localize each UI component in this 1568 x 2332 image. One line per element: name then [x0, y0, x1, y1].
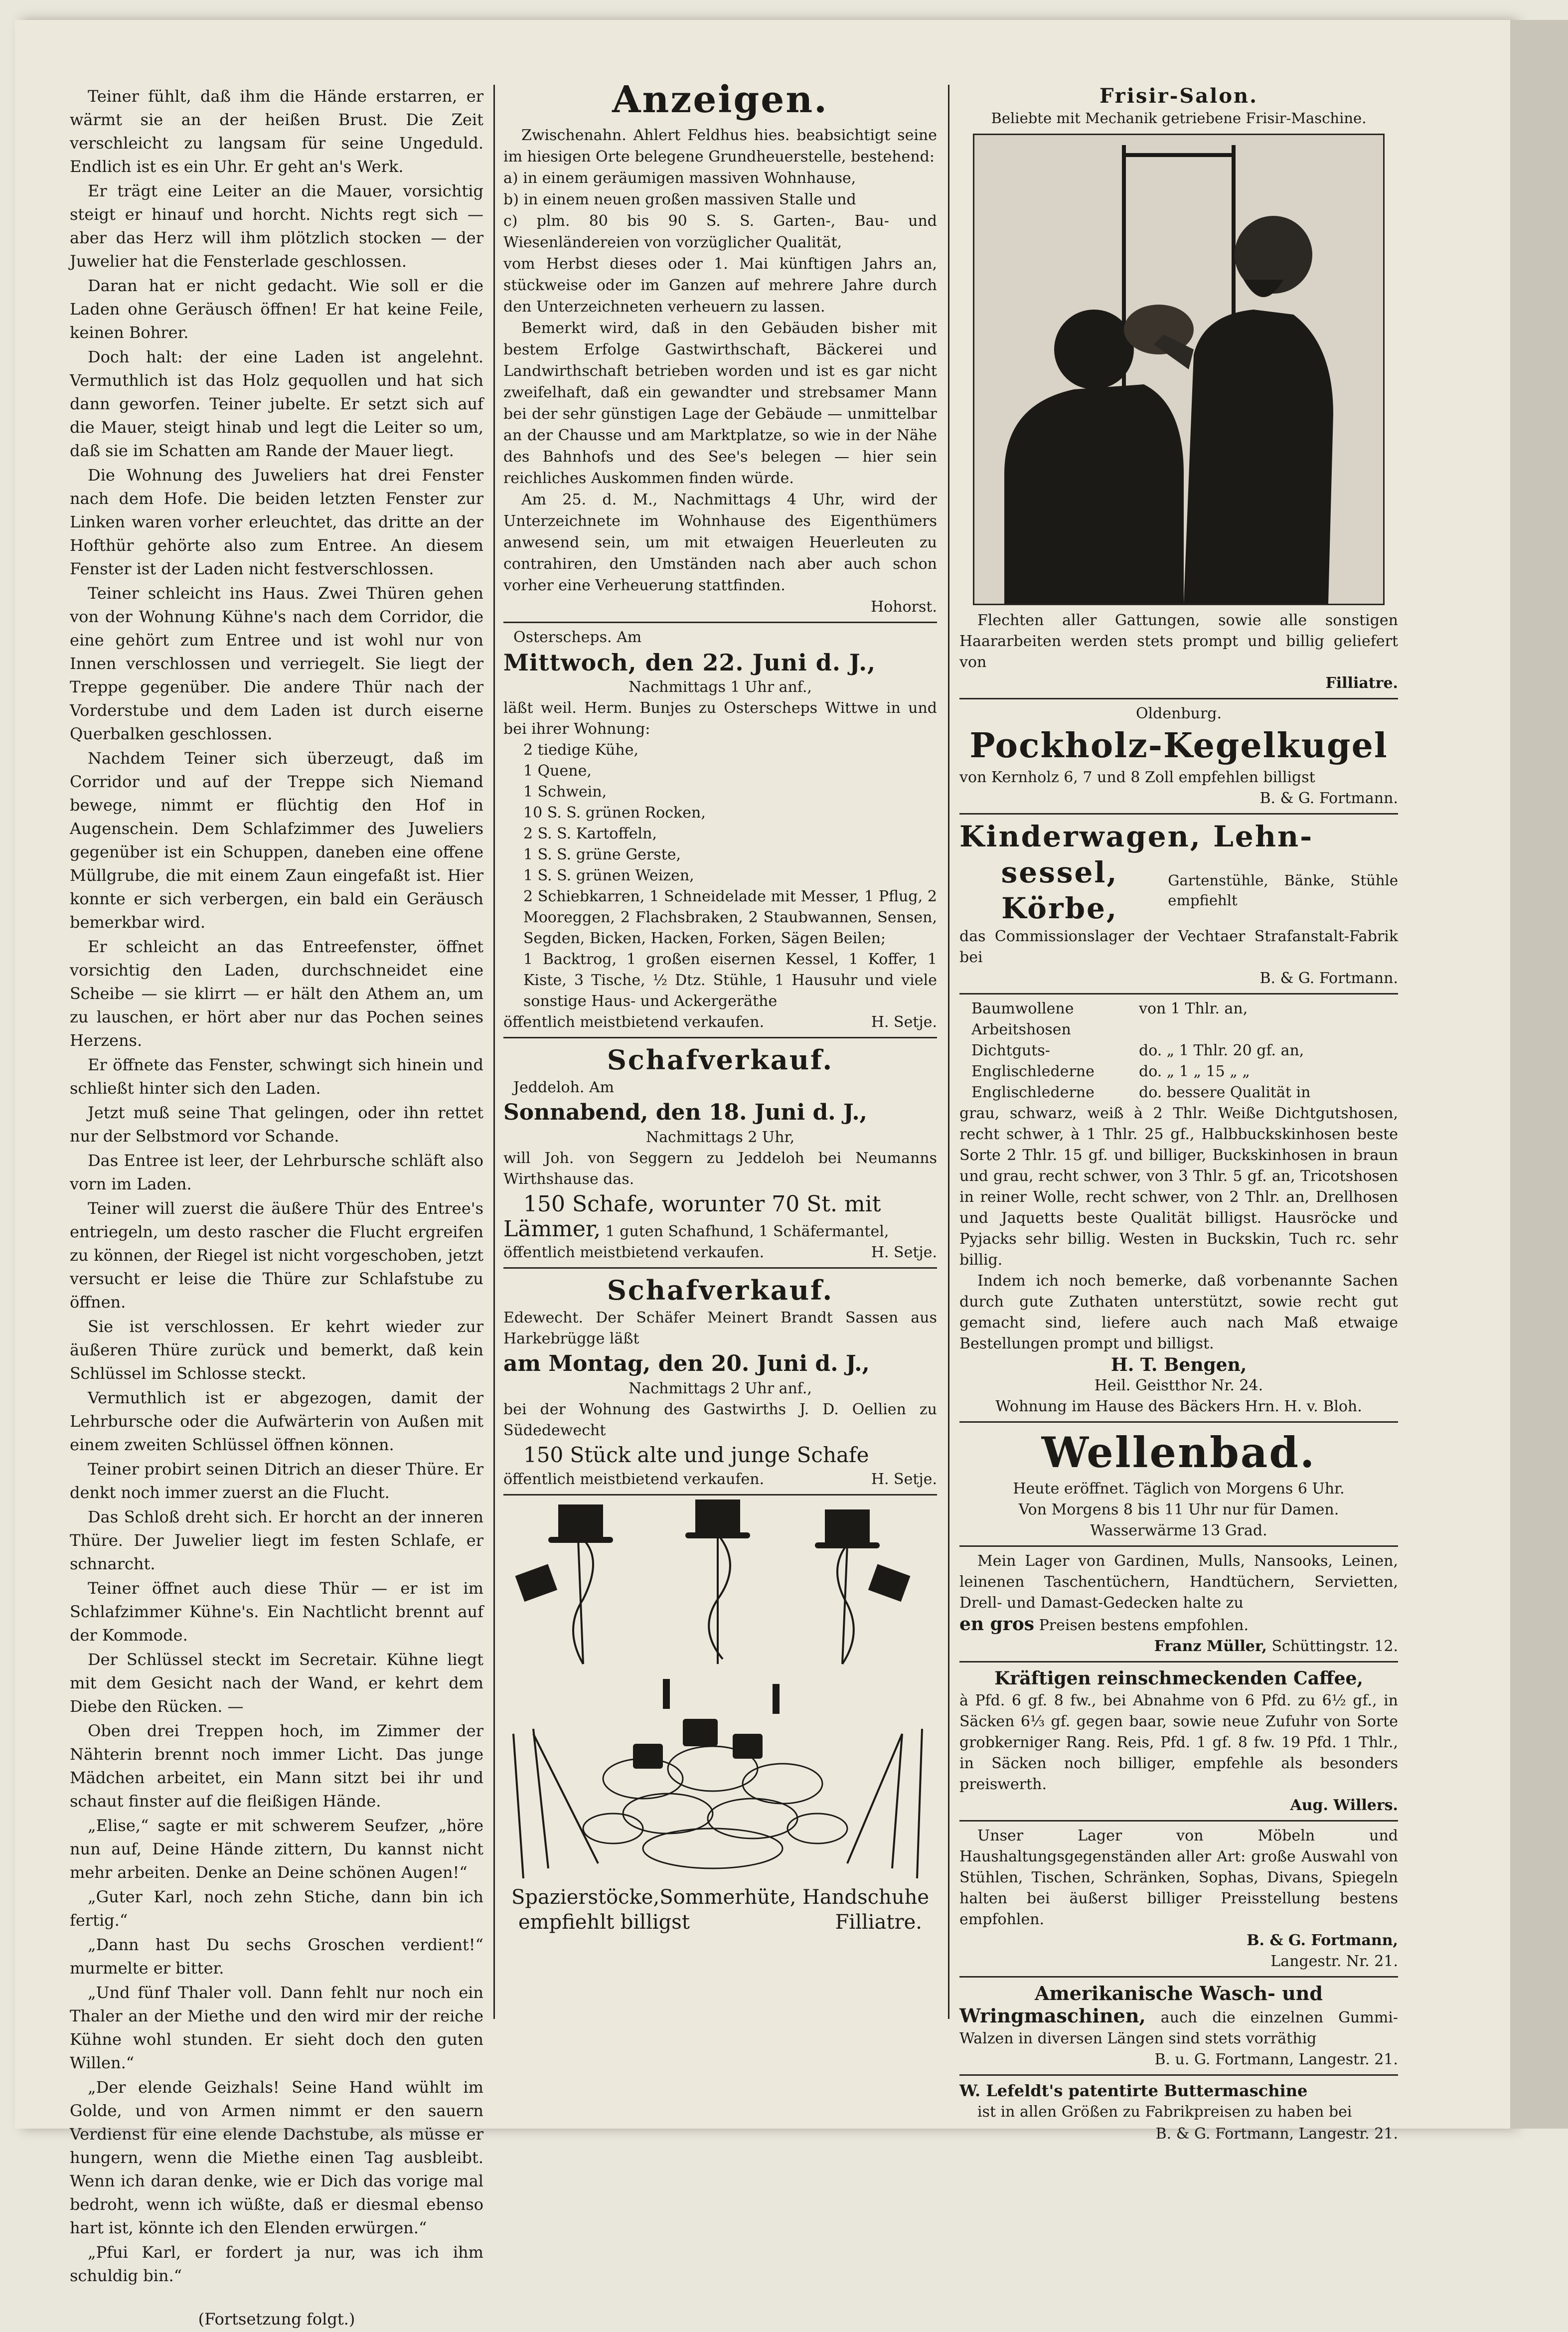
ad-kinderwagen: [959, 819, 1398, 995]
price-row-price: do. „ 1 Thlr. 20 gf. an,: [1139, 1042, 1304, 1059]
ad-text: Preisen bestens empfohlen.: [1039, 1617, 1249, 1634]
price-row-item: Englischlederne: [971, 1063, 1095, 1080]
ad-text: Unser Lager von Möbeln und Haushaltungsgegenständen aller Art: große Auswahl von Stühlen, Tischen, Schränken, Sophas, Divans, Spiegeln halten bei äußerst billiger Preisstellung bestens empfohlen.: [959, 1827, 1398, 1928]
ad-date: Mittwoch, den 22. Juni d. J.,: [503, 649, 876, 676]
story-paragraph: Teiner probirt seinen Ditrich an dieser Thüre. Er denkt noch immer zuerst an die Flucht.: [70, 1460, 483, 1502]
ad-closing-text: öffentlich meistbietend verkaufen.: [503, 1013, 765, 1031]
story-paragraph: Nachdem Teiner sich überzeugt, daß im Corridor und auf der Treppe sich Niemand bewege, nimmt er flüchtig den Hof in Augenschein. Dem Schlafzimmer des Juweliers gegenüber ist ein Schuppen, daneben eine offene Müllgrube, die mit einem Zaun eingefaßt ist. Hier konnte er sich verbergen, ein bald ein Geräusch bemerkbar wird.: [70, 749, 483, 932]
auction-item: 1 Quene,: [523, 762, 592, 780]
ad-emphasis: en gros: [959, 1614, 1035, 1635]
ad-auction-osterscheps: [503, 627, 937, 1038]
ad-text: Gartenstühle, Bänke, Stühle empfiehlt: [1168, 872, 1398, 909]
story-paragraph: Er trägt eine Leiter an die Mauer, vorsichtig steigt er hinauf und horcht. Nichts regt sich — aber das Herz will ihm plötzlich stocken — der Juwelier hat die Fensterlade geschlossen.: [70, 181, 483, 271]
ad-text: Wasserwärme 13 Grad.: [1090, 1522, 1267, 1539]
story-paragraph: Vermuthlich ist er abgezogen, damit der Lehrbursche oder die Aufwärterin von Außen mit einem zweiten Schlüssel öffnen können.: [70, 1388, 483, 1454]
ad-frisir-salon: [959, 85, 1398, 699]
ad-text: grau, schwarz, weiß à 2 Thlr. Weiße Dichtgutshosen, recht schwer, à 1 Thlr. 25 gf., Halbbuckskinhosen beste Sorte 2 Thlr. 15 gf. und billiger, Buckskinhosen in braun und grau, recht schwer, von 3 Thlr. 5 gf. an, Tricotshosen in reiner Wolle, recht schwer, von 2 Thlr. an, Drellhosen und Jaquetts beste Qualität billigst. Hausröcke und Pyjacks sehr billig. Westen in Buckskin, Tuch rc. sehr billig.: [959, 1105, 1398, 1269]
ad-schafverkauf-jeddeloh: [503, 1042, 937, 1269]
ads-column-right: [959, 85, 1398, 2146]
price-row: [959, 1061, 1398, 1082]
ad-address: Schüttingstr. 12.: [1271, 1638, 1398, 1655]
ad-heading: W. Lefeldt's patentirte Buttermaschine: [959, 2081, 1308, 2100]
ad-grundheuerstelle: [503, 125, 937, 623]
price-row: [959, 999, 1398, 1040]
ad-text: a) in einem geräumigen massiven Wohnhause,: [503, 169, 856, 187]
ad-big-line: 150 Stück alte und junge Schafe: [523, 1443, 869, 1467]
story-paragraph: „Der elende Geizhals! Seine Hand wühlt im Golde, und von Armen nimmt er den sauern Verdienst für eine elende Dachstube, als müsse er hungern, wenn die Miethe einen Tag ausbleibt. Wenn ich daran denke, wie er Dich das vorige mal bedroht, wenn ich wüßte, daß er diesmal ebenso hart ist, könnte ich den Elenden erwürgen.“: [70, 2078, 483, 2237]
price-row-price: do. „ 1 „ 15 „ „: [1139, 1063, 1250, 1080]
anzeigen-heading: Anzeigen.: [612, 78, 828, 121]
hats-caption-text: empfiehlt billigst: [518, 1911, 690, 1934]
continued-note: (Fortsetzung folgt.): [198, 2310, 355, 2329]
column-rule: [493, 85, 495, 2019]
story-paragraph: Er öffnete das Fenster, schwingt sich hinein und schließt hinter sich den Laden.: [70, 1055, 483, 1098]
price-row-price: do. bessere Qualität in: [1139, 1084, 1311, 1101]
auction-item: 1 S. S. grünen Weizen,: [523, 867, 694, 884]
ad-text: b) in einem neuen großen massiven Stalle und: [503, 191, 856, 208]
ad-text: ist in allen Größen zu Fabrikpreisen zu haben bei: [977, 2103, 1352, 2121]
story-paragraph: Das Schloß dreht sich. Er horcht an der inneren Thüre. Der Juwelier liegt im festen Schlafe, er schnarcht.: [70, 1507, 483, 1573]
price-row-item: Englischlederne: [971, 1084, 1095, 1101]
ad-date: Sonnabend, den 18. Juni d. J.,: [503, 1100, 867, 1125]
ad-moebel: [959, 1826, 1398, 1978]
ad-text: Am 25. d. M., Nachmittags 4 Uhr, wird der Unterzeichnete im Wohnhause des Eigenthümers anwesend sein, um mit etwaigen Heuerleuten zu contrahiren, den Umständen nach aber auch schon vorher eine Verheuerung stattfinden.: [503, 491, 937, 594]
auction-item: 2 tiedige Kühe,: [523, 741, 639, 759]
ad-address: Heil. Geistthor Nr. 24.: [1094, 1377, 1263, 1394]
ad-hats-illustration: [503, 1499, 937, 1935]
ad-text: c) plm. 80 bis 90 S. S. Garten-, Bau- und Wiesenländereien von vorzüglicher Qualität,: [503, 212, 937, 251]
story-paragraph: „Elise,“ sagte er mit schwerem Seufzer, „höre nun auf, Deine Hände zittern, Du kannst nicht mehr arbeiten. Denke an Deine schönen Augen!“: [70, 1816, 483, 1882]
ad-heading: Schafverkauf.: [607, 1044, 834, 1076]
ad-text: Heute eröffnet. Täglich von Morgens 6 Uhr.: [1013, 1480, 1345, 1498]
ad-text: bei der Wohnung des Gastwirths J. D. Oellien zu Südedewecht: [503, 1401, 937, 1439]
ad-heading: Frisir-Salon.: [1099, 84, 1258, 108]
ads-column-middle: [503, 78, 937, 1935]
ad-gardinen: [959, 1551, 1398, 1663]
story-paragraph: Jetzt muß seine That gelingen, oder ihn rettet nur der Selbstmord vor Schande.: [70, 1103, 483, 1146]
ad-signature: Filliatre.: [1325, 674, 1398, 692]
ad-signature: Hohorst.: [871, 598, 937, 616]
ad-closing-text: öffentlich meistbietend verkaufen.: [503, 1244, 765, 1261]
ad-signature-line: [959, 1636, 1398, 1657]
story-paragraph: „Dann hast Du sechs Groschen verdient!“ murmelte er bitter.: [70, 1935, 483, 1978]
story-paragraph: Der Schlüssel steckt im Secretair. Kühne liegt mit dem Gesicht nach der Wand, er kehrt dem Diebe den Rücken. —: [70, 1650, 483, 1716]
story-paragraph: Teiner schleicht ins Haus. Zwei Thüren gehen von der Wohnung Kühne's nach dem Corridor, die eine gehört zum Entree und ist wohl nur von Innen verschlossen und verriegelt. Sie liegt der Treppe gegenüber. Die andere Thür nach der Vorderstube und dem Laden ist durch eiserne Querbalken geschlossen.: [70, 584, 483, 743]
ad-wellenbad: [959, 1427, 1398, 1547]
ad-text: à Pfd. 6 gf. 8 fw., bei Abnahme von 6 Pfd. zu 6½ gf., in Säcken 6⅓ gf. gegen baar, sowie neue Zufuhr von Sorte grobkerniger Rang. Reis, Pfd. 1 gf. 8 fw. 19 Pfd. 1 Thlr., in Säcken noch billiger, empfehle als besonders preiswerth.: [959, 1692, 1398, 1793]
hats-caption-line2: [503, 1910, 937, 1935]
auction-items: [503, 740, 937, 1012]
ad-heading: Kinderwagen, Lehn-: [959, 820, 1314, 853]
ad-heading: Schafverkauf.: [607, 1274, 834, 1306]
price-row-item: Dichtguts-: [971, 1042, 1050, 1059]
ad-text: läßt weil. Herm. Bunjes zu Osterscheps Wittwe in und bei ihrer Wohnung:: [503, 699, 937, 738]
ad-signature: B. & G. Fortmann, Langestr. 21.: [1155, 2125, 1398, 2143]
hats-caption-signature: Filliatre.: [835, 1911, 922, 1934]
ad-time: Nachmittags 2 Uhr anf.,: [628, 1380, 812, 1397]
ad-date: am Montag, den 20. Juni d. J.,: [503, 1351, 870, 1376]
auction-item: 2 Schiebkarren, 1 Schneidelade mit Messer, 1 Pflug, 2 Mooreggen, 2 Flachsbraken, 2 Staubwannen, Sensen, Segden, Bicken, Hacken, Forken, Sägen Beilen;: [523, 888, 937, 947]
price-row-price: von 1 Thlr. an,: [1139, 1000, 1248, 1017]
ad-heading: sessel, Körbe,: [1001, 855, 1118, 925]
ad-buttermaschine: [959, 2080, 1398, 2145]
story-paragraph: Die Wohnung des Juweliers hat drei Fenster nach dem Hofe. Die beiden letzten Fenster zur Linken waren vorher erleuchtet, das dritte an der Hofthür gehörte also zum Entree. An diesem Fenster ist der Laden nicht festverschlossen.: [70, 466, 483, 578]
ad-closing-text: öffentlich meistbietend verkaufen.: [503, 1471, 765, 1488]
ad-text: Edewecht. Der Schäfer Meinert Brandt Sassen aus Harkebrügge läßt: [503, 1309, 937, 1347]
ad-signature: H. T. Bengen,: [1110, 1354, 1247, 1375]
ad-place: Jeddeloh. Am: [513, 1079, 615, 1096]
ad-heading: Wellenbad.: [1041, 1428, 1316, 1477]
ad-text: auch die einzelnen Gummi-Walzen in diversen Längen sind stets vorräthig: [959, 2009, 1399, 2047]
ad-closing: [503, 1242, 937, 1263]
ad-signature: B. & G. Fortmann,: [1247, 1932, 1398, 1949]
ad-heading: Kräftigen reinschmeckenden Caffee,: [994, 1668, 1363, 1689]
ad-address: Langestr. Nr. 21.: [1270, 1953, 1398, 1970]
ad-place: Osterscheps. Am: [513, 629, 642, 646]
story-paragraph: Teiner will zuerst die äußere Thür des Entree's entriegeln, um desto rascher die Flucht ergreifen zu können, der Riegel ist nicht vorgeschoben, jetzt versucht er leise die Thüre zur Schlafstube zu öffnen.: [70, 1199, 483, 1312]
ad-text: Mein Lager von Gardinen, Mulls, Nansooks, Leinen, leinenen Taschentüchern, Handtüchern, Servietten, Drell- und Damast-Gedecken halte zu: [959, 1552, 1398, 1612]
story-paragraph: „Und fünf Thaler voll. Dann fehlt nur noch ein Thaler an der Miethe und den wird mir der reiche Kühne wohl stunden. Er sieht doch den guten Willen.“: [70, 1983, 483, 2072]
ad-address: Wohnung im Hause des Bäckers Hrn. H. v. Bloh.: [995, 1398, 1362, 1415]
ad-heading: Wringmaschinen,: [959, 2004, 1146, 2027]
ad-caffee: [959, 1666, 1398, 1822]
hairdresser-illustration: [974, 135, 1383, 604]
ad-text: von Kernholz 6, 7 und 8 Zoll empfehlen billigst: [959, 769, 1315, 786]
story-paragraph: Er schleicht an das Entreefenster, öffnet vorsichtig den Laden, durchschneidet eine Scheibe — sie klirrt — er hält den Athem an, um zu lauschen, er hört aber nur das Pochen seines Herzens.: [70, 937, 483, 1050]
ad-signature: B. u. G. Fortmann, Langestr. 21.: [1154, 2051, 1398, 2068]
ad-text: Indem ich noch bemerke, daß vorbenannte Sachen durch gute Zuthaten unterstützt, sowie recht gut gemacht sind, liefere auch nach Maß etwaige Bestellungen prompt und billigst.: [959, 1272, 1398, 1352]
ad-schafverkauf-edewecht: [503, 1273, 937, 1496]
column-rule: [948, 85, 949, 2019]
ad-text: vom Herbst dieses oder 1. Mai künftigen Jahrs an, stückweise oder im Ganzen auf mehrere Jahre durch den Unterzeichneten verheuern zu lassen.: [503, 255, 937, 316]
story-paragraph: „Guter Karl, noch zehn Stiche, dann bin ich fertig.“: [70, 1887, 483, 1930]
story-paragraph: Das Entree ist leer, der Lehrbursche schläft also vorn im Laden.: [70, 1151, 483, 1193]
ad-kegelkugel: [959, 703, 1398, 815]
ad-time: Nachmittags 1 Uhr anf.,: [628, 678, 812, 696]
auction-item: 1 S. S. grüne Gerste,: [523, 846, 681, 863]
ad-place: Oldenburg.: [1135, 705, 1222, 722]
ad-heading: Pockholz-Kegelkugel: [969, 726, 1388, 766]
ad-signature: B. & G. Fortmann.: [1259, 970, 1398, 987]
ad-closing: [503, 1012, 937, 1033]
ad-text: das Commissionslager der Vechtaer Strafanstalt-Fabrik bei: [959, 928, 1398, 966]
ad-signature: B. & G. Fortmann.: [1259, 790, 1398, 807]
price-row-item: Baumwollene Arbeitshosen: [971, 1000, 1074, 1038]
story-paragraph: Oben drei Treppen hoch, im Zimmer der Nähterin brennt noch immer Licht. Das junge Mädchen arbeitet, ein Mann sitzt bei ihr und schaut finster auf die fleißigen Hände.: [70, 1721, 483, 1811]
ad-signature: Aug. Willers.: [1290, 1797, 1398, 1814]
ad-text: Zwischenahn. Ahlert Feldhus hies. beabsichtigt seine im hiesigen Orte belegene Grundheuerstelle, bestehend:: [503, 127, 937, 166]
price-rows: [959, 999, 1398, 1103]
ad-text: Flechten aller Gattungen, sowie alle sonstigen Haararbeiten werden stets prompt und billig geliefert von: [959, 612, 1398, 671]
auction-item: 2 S. S. Kartoffeln,: [523, 825, 657, 842]
ad-signature: H. Setje.: [871, 1471, 937, 1488]
ad-hosen-bengen: [959, 999, 1398, 1423]
ad-heading: Amerikanische Wasch- und: [1035, 1982, 1323, 2004]
auction-item: 10 S. S. grünen Rocken,: [523, 804, 706, 822]
story-paragraph: Doch halt: der eine Laden ist angelehnt. Vermuthlich ist das Holz gequollen und hat sich dann geworfen. Teiner jubelte. Er setzt sich auf die Mauer, steigt hinab und legt die Leiter so um, daß sie im Schatten am Rande der Mauer liegt.: [70, 347, 483, 460]
ad-text: Bemerkt wird, daß in den Gebäuden bisher mit bestem Erfolge Gastwirthschaft, Bäckerei und Landwirthschaft betrieben worden und ist es gar nicht zweifelhaft, daß ein gewandter und strebsamer Mann bei der sehr günstigen Lage der Gebäude — unmittelbar an der Chausse und am Marktplatze, so wie in der Nähe des Bahnhofs und des See's belegen — hier sein reichliches Auskommen finden würde.: [503, 320, 937, 487]
ad-closing: [503, 1469, 937, 1490]
ad-signature: H. Setje.: [871, 1244, 937, 1261]
story-paragraph: Teiner öffnet auch diese Thür — er ist im Schlafzimmer Kühne's. Ein Nachtlicht brennt auf der Kommode.: [70, 1579, 483, 1645]
auction-item: 1 Backtrog, 1 großen eisernen Kessel, 1 Koffer, 1 Kiste, 3 Tische, ½ Dtz. Stühle, 1 Hausuhr und viele sonstige Haus- und Ackergeräthe: [523, 951, 937, 1010]
ad-line: [959, 1614, 1398, 1636]
story-column: [70, 85, 483, 2332]
hats-caption: Spazierstöcke,Sommerhüte, Handschuhe: [511, 1886, 930, 1909]
ad-signature: Franz Müller,: [1154, 1638, 1267, 1655]
page-edge: [1510, 20, 1568, 2129]
ad-line: [959, 2005, 1398, 2049]
hats-and-canes-illustration: [503, 1499, 937, 1878]
salon-engraving: [973, 134, 1385, 605]
ad-line: [503, 1216, 937, 1242]
story-paragraph: Teiner fühlt, daß ihm die Hände erstarren, er wärmt sie an der heißen Brust. Die Zeit verschleicht zu langsam für seine Ungeduld. Endlich ist es ein Uhr. Er geht an's Werk.: [70, 87, 483, 176]
ad-big-line: 150 Schafe, worunter 70 St. mit: [523, 1191, 881, 1217]
auction-item: 1 Schwein,: [523, 783, 607, 801]
ad-signature: H. Setje.: [871, 1013, 937, 1031]
ad-big-word: Lämmer,: [503, 1216, 601, 1242]
ad-text: Von Morgens 8 bis 11 Uhr nur für Damen.: [1018, 1501, 1339, 1518]
ad-time: Nachmittags 2 Uhr,: [645, 1129, 795, 1146]
ad-waschmaschinen: [959, 1982, 1398, 2076]
ad-small-text: 1 guten Schafhund, 1 Schäfermantel,: [605, 1223, 889, 1240]
story-paragraph: „Pfui Karl, er fordert ja nur, was ich ihm schuldig bin.“: [70, 2243, 483, 2285]
story-paragraph: Daran hat er nicht gedacht. Wie soll er die Laden ohne Geräusch öffnen! Er hat keine Feile, keinen Bohrer.: [70, 276, 483, 342]
price-row: [959, 1082, 1398, 1103]
ad-subheading: Beliebte mit Mechanik getriebene Frisir-Maschine.: [991, 110, 1367, 127]
story-paragraph: Sie ist verschlossen. Er kehrt wieder zur äußeren Thüre zurück und bemerkt, daß kein Schlüssel im Schlosse steckt.: [70, 1317, 483, 1383]
price-row: [959, 1040, 1398, 1061]
ad-heading-row: [959, 854, 1398, 926]
ad-text: will Joh. von Seggern zu Jeddeloh bei Neumanns Wirthshause das.: [503, 1150, 937, 1188]
